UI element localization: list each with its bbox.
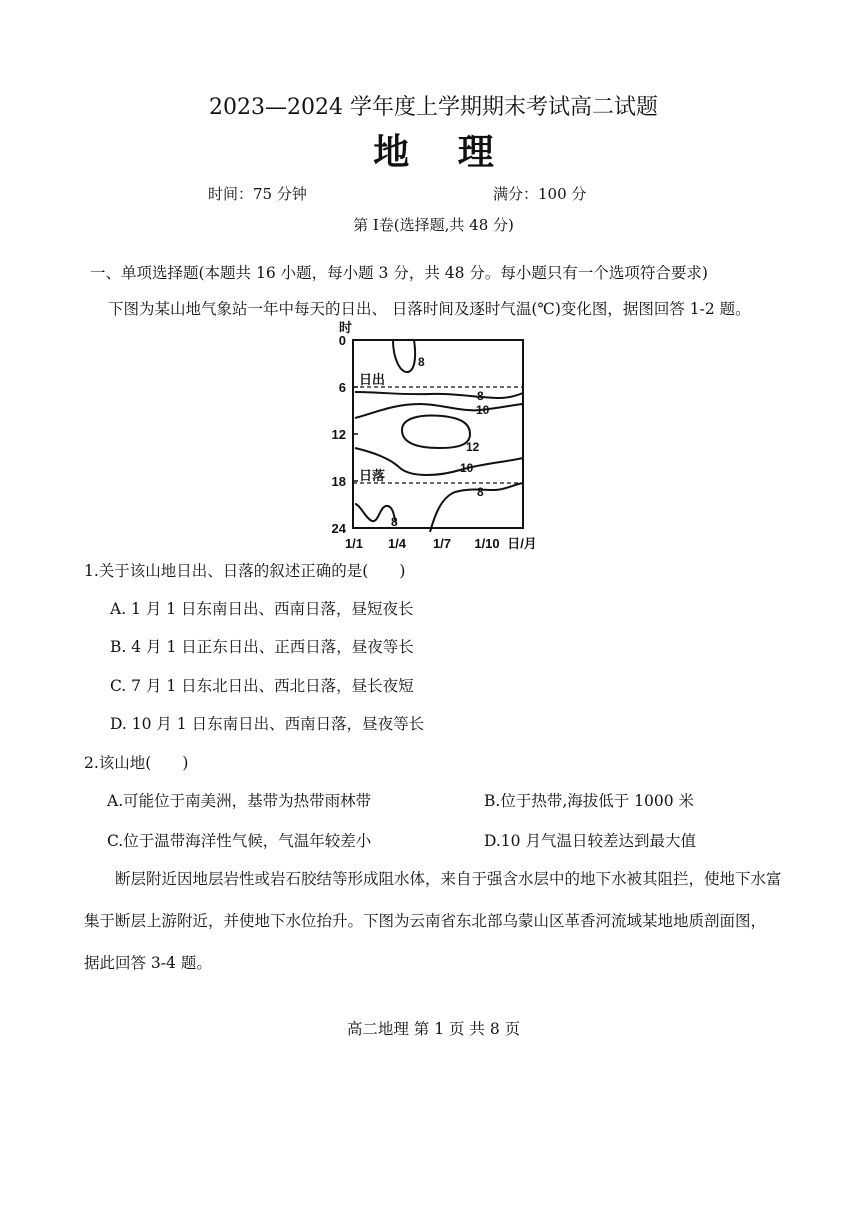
contour-label: 12 xyxy=(466,440,480,454)
isotherm-8-top-loop xyxy=(393,340,415,372)
y-tick-label: 24 xyxy=(331,521,346,536)
question-1-stem: 1.关于该山地日出、日落的叙述正确的是( ) xyxy=(84,562,406,580)
chart-frame xyxy=(353,340,523,528)
y-tick-label: 18 xyxy=(331,474,346,489)
isotherm-8-lower-left xyxy=(355,504,396,523)
x-tick-label: 1/4 xyxy=(387,536,407,551)
contour-label: 8 xyxy=(418,355,425,369)
x-tick-label: 1/10 xyxy=(474,536,500,551)
question-2-option-c: C.位于温带海洋性气候，气温年较差小 xyxy=(107,832,372,850)
subject-title: 地 理 xyxy=(373,131,512,173)
passage-q3-4: 断层附近因地层岩性或岩石胶结等形成阻水体，来自于强含水层中的地下水被其阻拦，使地下水富集于断层上游附近，并使地下水位抬升。下图为云南省东北部乌蒙山区革香河流域某地地质剖面图， 据此回答 3-4 题。 xyxy=(84,870,782,972)
chart-intro: 下图为某山地气象站一年中每天的日出、 日落时间及逐时气温(℃)变化图，据图回答 1-2 题。 xyxy=(108,300,751,318)
question-1-option-b: B. 4 月 1 日正东日出、正西日落，昼夜等长 xyxy=(110,638,414,656)
contour-label: 8 xyxy=(477,389,484,403)
page-footer: 高二地理 第 1 页 共 8 页 xyxy=(346,1020,521,1038)
isotherm-8-upper xyxy=(355,392,523,398)
question-2-stem: 2.该山地( ) xyxy=(84,754,189,772)
temperature-contour-chart xyxy=(0,318,867,558)
exam-score: 满分：100 分 xyxy=(493,185,587,203)
y-tick-label: 0 xyxy=(338,333,346,348)
section-heading: 一、单项选择题(本题共 16 小题，每小题 3 分，共 48 分。每小题只有一个选项符合要求) xyxy=(90,264,708,282)
exam-title: 2023—2024 学年度上学期期末考试高二试题 xyxy=(209,95,658,120)
sunrise-label: 日出 xyxy=(359,372,386,387)
question-2-option-b: B.位于热带,海拔低于 1000 米 xyxy=(484,792,695,810)
question-1-option-d: D. 10 月 1 日东南日出、西南日落，昼夜等长 xyxy=(110,715,425,733)
question-2-option-a: A.可能位于南美洲，基带为热带雨林带 xyxy=(107,792,372,810)
y-axis-label: 时 xyxy=(338,320,352,335)
y-tick-label: 6 xyxy=(338,380,346,395)
contour-label: 10 xyxy=(476,403,490,417)
exam-time: 时间：75 分钟 xyxy=(208,185,307,203)
contour-label: 8 xyxy=(477,485,484,499)
question-1-option-a: A. 1 月 1 日东南日出、西南日落，昼短夜长 xyxy=(110,600,414,618)
sunset-label: 日落 xyxy=(359,468,386,483)
contour-label: 10 xyxy=(460,461,474,475)
x-tick-label: 1/1 xyxy=(344,536,364,551)
x-tick-label: 1/7 xyxy=(432,536,452,551)
volume-label: 第 I卷(选择题,共 48 分) xyxy=(353,216,514,234)
question-2-option-d: D.10 月气温日较差达到最大值 xyxy=(484,832,696,850)
contour-label: 8 xyxy=(391,515,398,529)
question-1-option-c: C. 7 月 1 日东北日出、西北日落，昼长夜短 xyxy=(110,677,414,695)
isotherm-12-loop xyxy=(402,416,470,448)
y-tick-label: 12 xyxy=(331,427,346,442)
x-axis-label: 日/月 xyxy=(507,536,537,551)
